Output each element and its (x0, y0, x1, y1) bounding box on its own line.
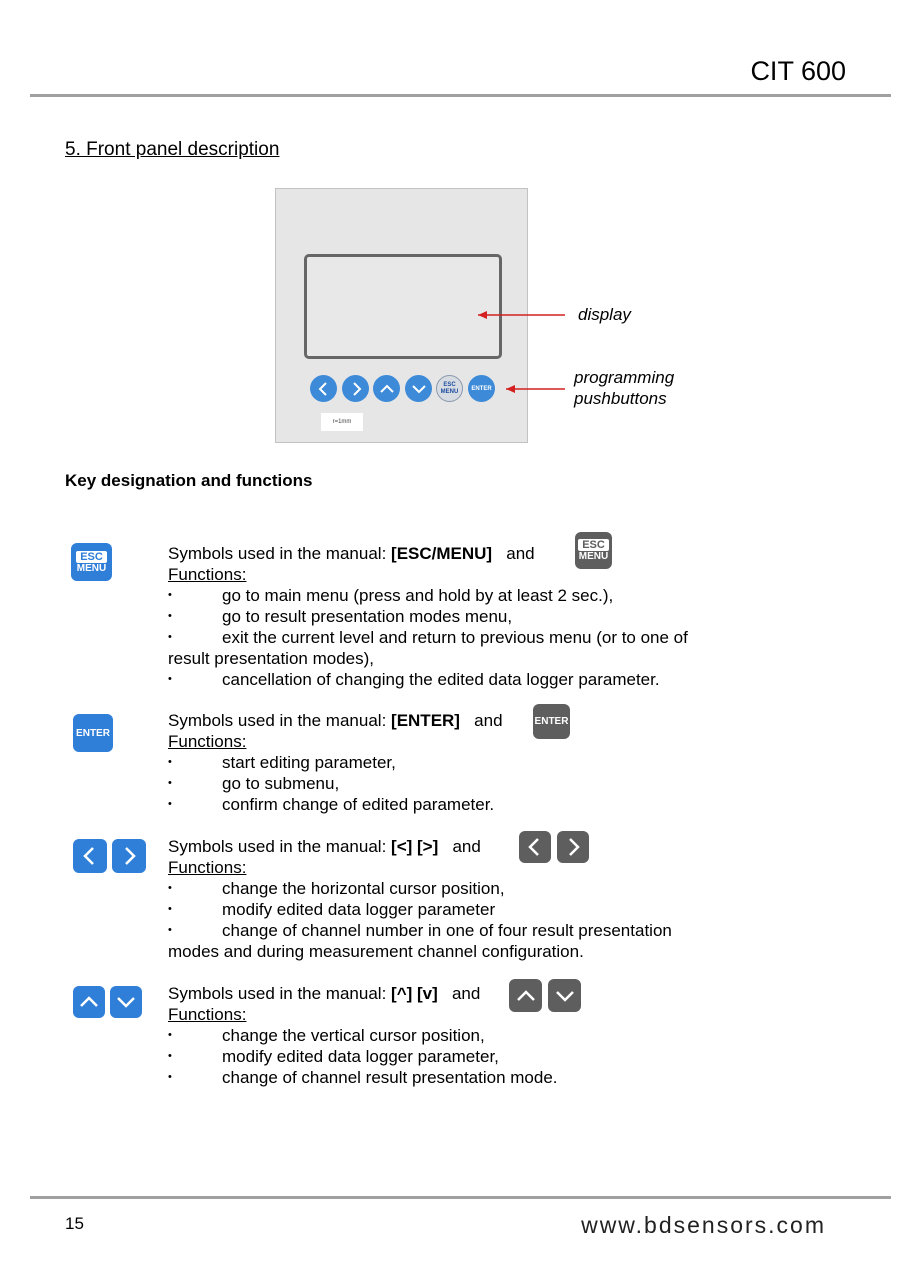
chevron-up-icon (77, 990, 101, 1014)
function-item: • go to main menu (press and hold by at least 2 sec.), (168, 585, 738, 606)
esc-key-label: ESC (76, 551, 107, 563)
down-key-blue (110, 986, 142, 1018)
functions-label: Functions: (168, 858, 247, 877)
function-item: • confirm change of edited parameter. (168, 794, 738, 815)
website-url: www.bdsensors.com (581, 1212, 826, 1238)
enter-key-label: ENTER (534, 716, 569, 727)
functions-label: Functions: (168, 732, 247, 751)
keys-heading: Key designation and functions (65, 471, 313, 490)
and-text: and (452, 837, 481, 856)
function-item: • exit the current level and return to previous menu (or to one of (168, 627, 738, 648)
chevron-right-icon (117, 844, 141, 868)
panel-right-button (342, 375, 369, 402)
symbols: [ENTER] (391, 711, 460, 730)
right-key-blue (112, 839, 146, 873)
symbols-prefix: Symbols used in the manual: (168, 711, 387, 730)
section-title: 5. Front panel description (65, 139, 280, 160)
esc-key-label: ESC (578, 539, 609, 551)
chevron-left-icon (316, 381, 332, 397)
function-item: • change of channel result presentation mode. (168, 1067, 738, 1088)
symbols: [<] [>] (391, 837, 439, 856)
function-item: • go to submenu, (168, 773, 738, 794)
arrow-head-buttons (506, 385, 515, 393)
function-item: • cancellation of changing the edited data logger parameter. (168, 669, 738, 690)
panel-up-button (373, 375, 400, 402)
function-item: • start editing parameter, (168, 752, 738, 773)
functions-label: Functions: (168, 1005, 247, 1024)
esc-menu-key-blue (71, 543, 112, 581)
chevron-right-icon (348, 381, 364, 397)
callout-arrows (470, 300, 580, 400)
panel-unit-label: r=1mm (321, 413, 363, 431)
function-item: • modify edited data logger parameter (168, 899, 738, 920)
chevron-down-icon (114, 990, 138, 1014)
panel-esc-menu-button (436, 375, 463, 402)
function-item: • modify edited data logger parameter, (168, 1046, 738, 1067)
buttons-callout-line2: pushbuttons (574, 389, 667, 408)
function-item: • change the vertical cursor position, (168, 1025, 738, 1046)
enter-key-label: ENTER (76, 727, 110, 739)
symbols-prefix: Symbols used in the manual: (168, 544, 387, 563)
display-callout: display (578, 305, 631, 324)
panel-enter-label: ENTER (471, 385, 492, 392)
function-item: • change the horizontal cursor position, (168, 878, 738, 899)
chevron-left-icon (78, 844, 102, 868)
chevron-up-icon (379, 381, 395, 397)
header-rule (30, 94, 891, 97)
panel-down-button (405, 375, 432, 402)
key-block-left-right (168, 836, 738, 962)
symbols: [ESC/MENU] (391, 544, 493, 563)
symbols-prefix: Symbols used in the manual: (168, 984, 387, 1003)
function-item: • change of channel number in one of four result presentation (168, 920, 738, 941)
menu-key-label: MENU (578, 551, 609, 562)
key-block-up-down (168, 983, 738, 1088)
key-block-esc-menu (168, 543, 738, 690)
and-text: and (506, 544, 535, 563)
function-item-continuation: modes and during measurement channel configuration. (168, 942, 584, 961)
panel-menu-label: MENU (440, 388, 459, 395)
key-block-enter (168, 710, 738, 815)
panel-left-button (310, 375, 337, 402)
arrow-head-display (478, 311, 487, 319)
footer-rule (30, 1196, 891, 1199)
symbols-prefix: Symbols used in the manual: (168, 837, 387, 856)
menu-key-label: MENU (76, 562, 107, 574)
symbols: [^] [v] (391, 984, 438, 1003)
panel-esc-label: ESC (443, 381, 456, 388)
enter-key-blue (73, 714, 113, 752)
and-text: and (451, 984, 481, 1003)
buttons-callout (574, 367, 674, 409)
up-key-blue (73, 986, 105, 1018)
and-text: and (474, 711, 503, 730)
buttons-callout-line1: programming (574, 368, 675, 387)
function-item: • go to result presentation modes menu, (168, 606, 738, 627)
page-number: 15 (65, 1214, 84, 1233)
left-key-blue (73, 839, 107, 873)
functions-label: Functions: (168, 565, 247, 584)
chevron-down-icon (411, 381, 427, 397)
document-model: CIT 600 (750, 56, 846, 86)
function-item-continuation: result presentation modes), (168, 649, 374, 668)
